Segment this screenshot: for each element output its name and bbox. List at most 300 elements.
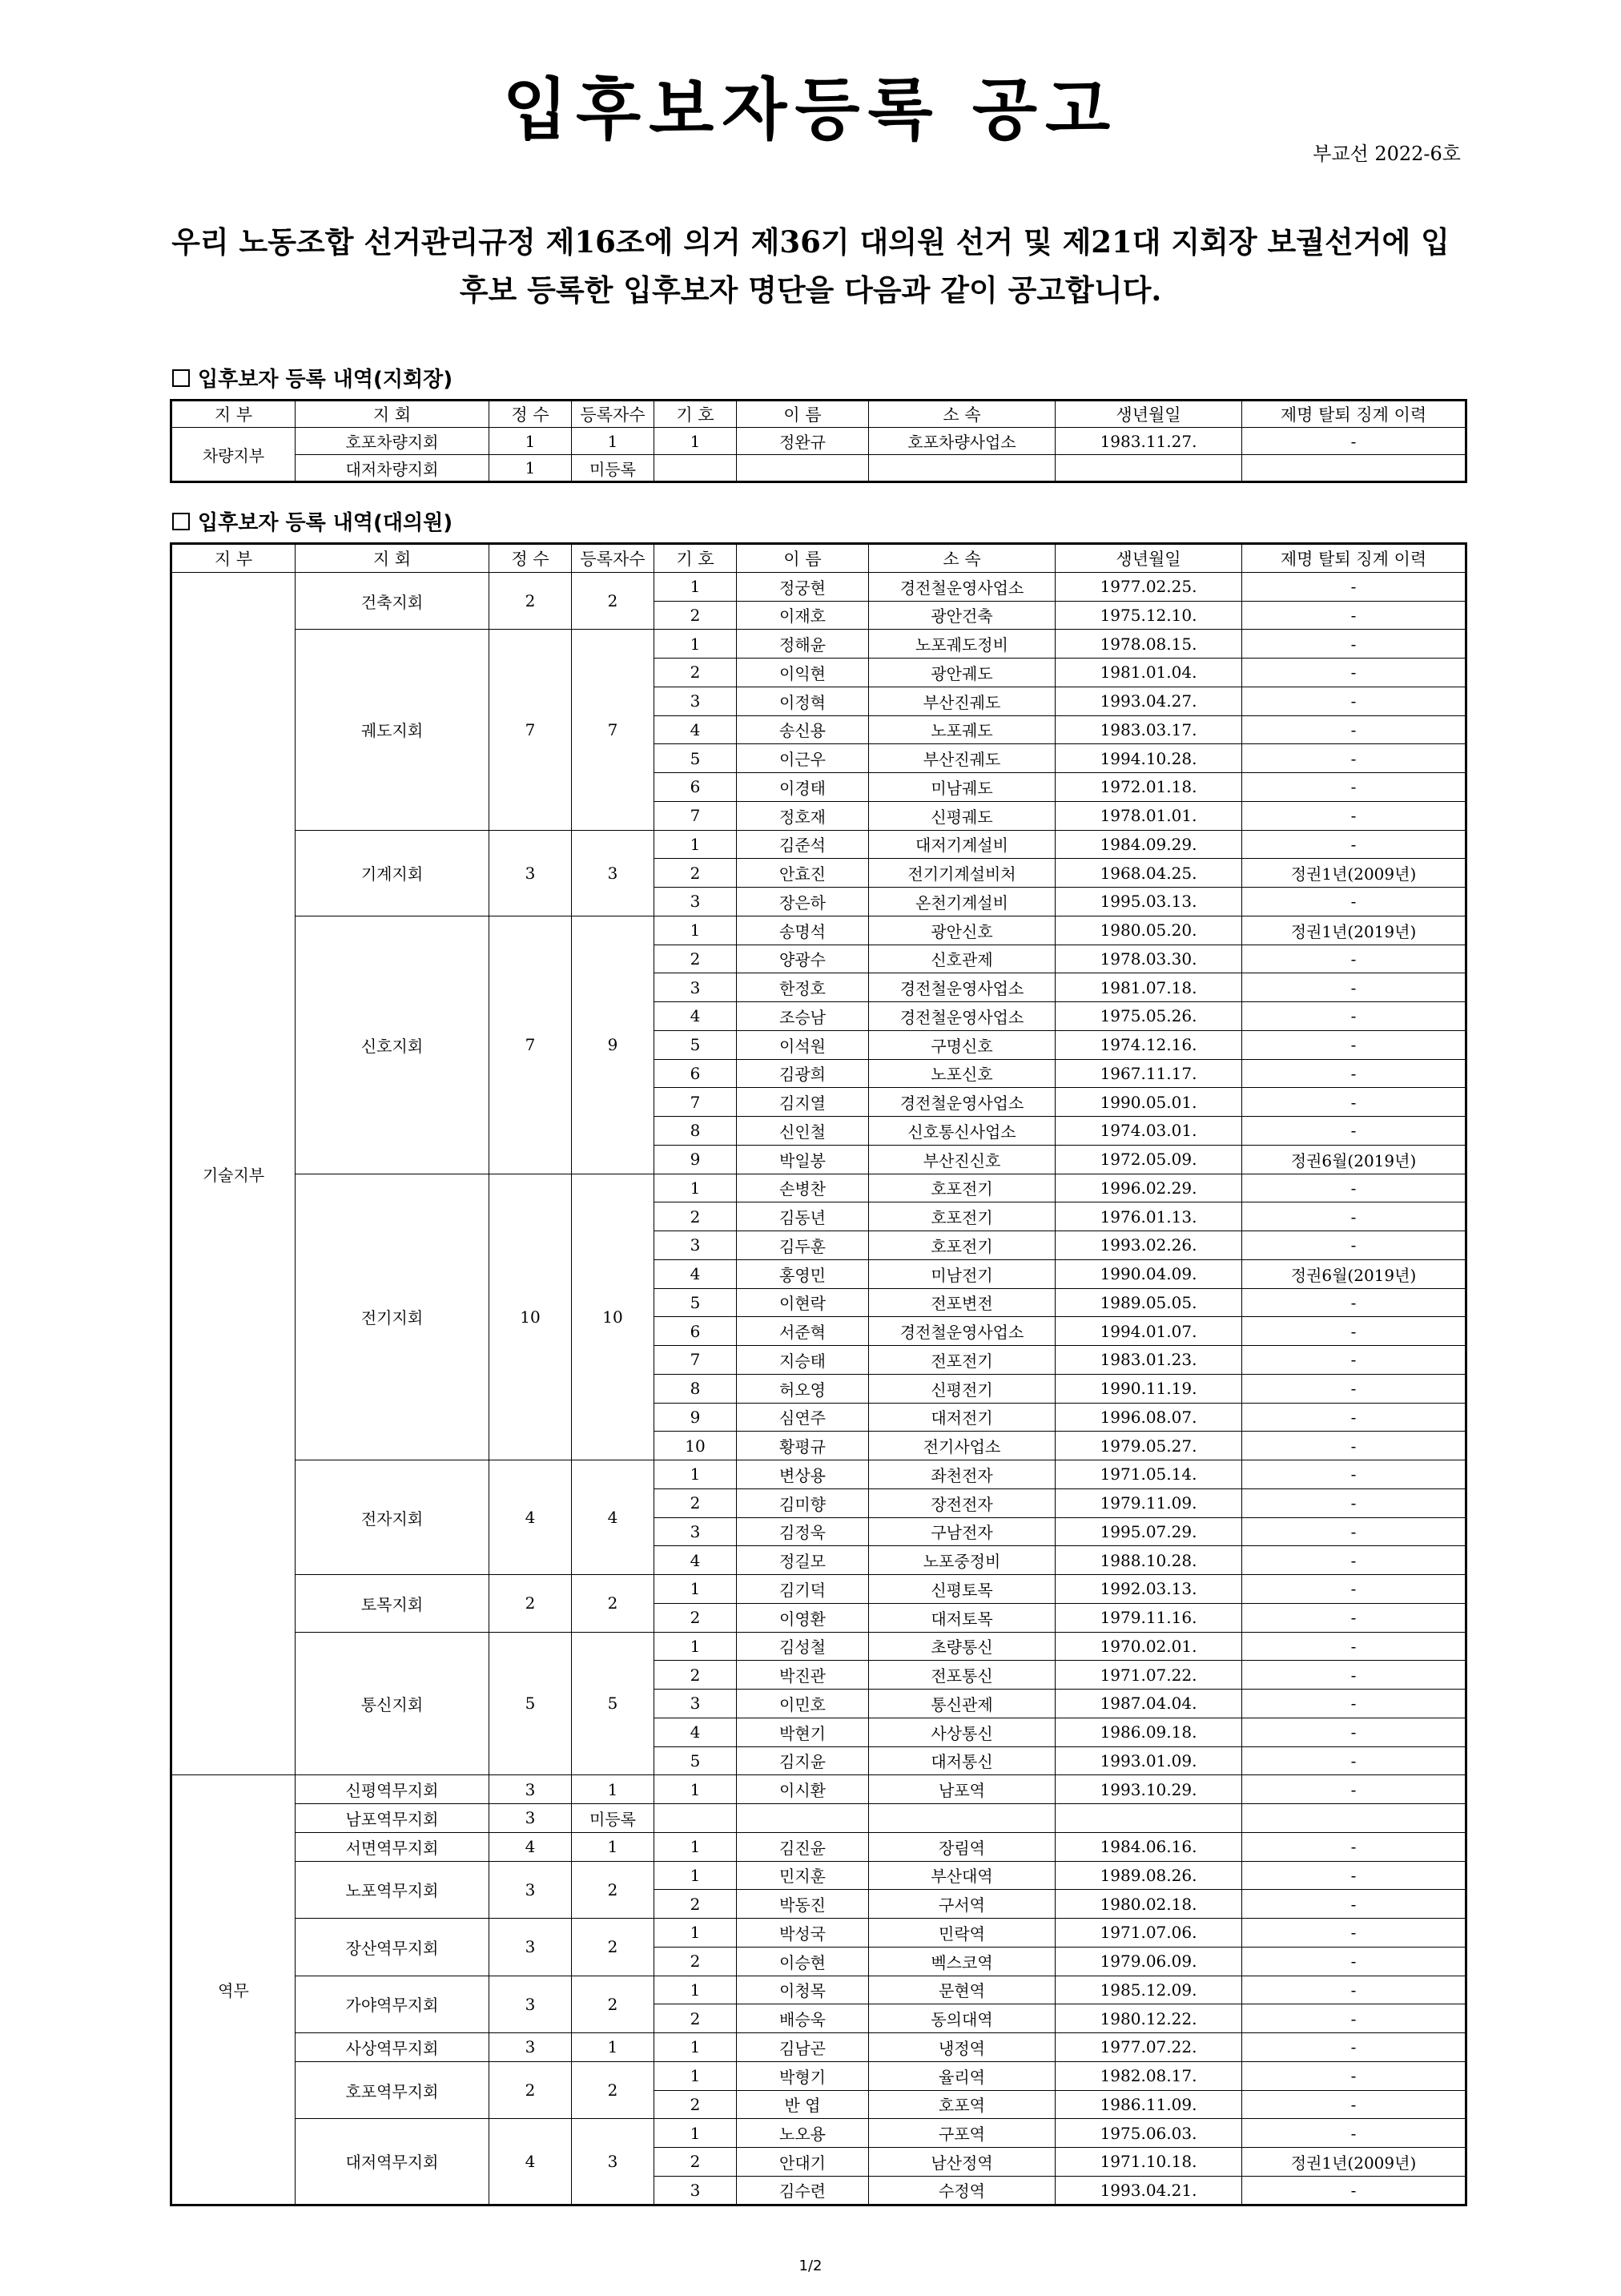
table-row [171, 630, 1466, 659]
column-header: 소 속 [869, 544, 1056, 573]
branch-cell: 서면역무지회 [296, 1832, 489, 1861]
ballot-number-cell: 1 [654, 2033, 737, 2062]
branch-cell: 통신지회 [296, 1632, 489, 1775]
jibu-cell: 기술지부 [171, 572, 296, 1775]
candidate-name-cell: 김동년 [737, 1202, 869, 1231]
table-row [171, 1575, 1466, 1604]
table-row [171, 572, 1466, 601]
ballot-number-cell: 9 [654, 1403, 737, 1432]
birthdate-cell: 1985.12.09. [1056, 1976, 1242, 2004]
ballot-number-cell: 1 [654, 1460, 737, 1489]
affiliation-cell: 좌천전자 [869, 1460, 1056, 1489]
candidate-name-cell: 안효진 [737, 859, 869, 888]
candidate-name-cell [737, 455, 869, 482]
chief-candidates-table [170, 399, 1467, 483]
ballot-number-cell: 2 [654, 859, 737, 888]
affiliation-cell: 대저기계설비 [869, 830, 1056, 859]
candidate-name-cell: 이승현 [737, 1947, 869, 1976]
discipline-history-cell: - [1242, 687, 1466, 715]
birthdate-cell: 1983.11.27. [1056, 428, 1242, 455]
registered-count-cell: 1 [572, 1775, 654, 1804]
ballot-number-cell: 1 [654, 1775, 737, 1804]
ballot-number-cell: 5 [654, 744, 737, 773]
ballot-number-cell: 10 [654, 1432, 737, 1460]
branch-cell: 궤도지회 [296, 630, 489, 830]
column-header: 기 호 [654, 544, 737, 573]
affiliation-cell: 부산진신호 [869, 1145, 1056, 1174]
birthdate-cell: 1974.12.16. [1056, 1030, 1242, 1059]
affiliation-cell: 호포전기 [869, 1174, 1056, 1202]
ballot-number-cell: 3 [654, 687, 737, 715]
discipline-history-cell: - [1242, 1432, 1466, 1460]
birthdate-cell: 1990.11.19. [1056, 1374, 1242, 1403]
birthdate-cell: 1995.03.13. [1056, 888, 1242, 916]
registered-count-cell: 미등록 [572, 455, 654, 482]
affiliation-cell: 노포신호 [869, 1059, 1056, 1088]
birthdate-cell: 1992.03.13. [1056, 1575, 1242, 1604]
branch-cell: 가야역무지회 [296, 1976, 489, 2033]
birthdate-cell: 1971.07.22. [1056, 1661, 1242, 1690]
candidate-name-cell: 홍영민 [737, 1259, 869, 1288]
birthdate-cell: 1971.05.14. [1056, 1460, 1242, 1489]
affiliation-cell: 신평전기 [869, 1374, 1056, 1403]
discipline-history-cell: - [1242, 1088, 1466, 1117]
birthdate-cell: 1990.05.01. [1056, 1088, 1242, 1117]
affiliation-cell: 경전철운영사업소 [869, 1317, 1056, 1346]
branch-cell: 대저역무지회 [296, 2119, 489, 2205]
discipline-history-cell: - [1242, 1460, 1466, 1489]
birthdate-cell: 1995.07.29. [1056, 1517, 1242, 1546]
table-row [171, 1861, 1466, 1890]
candidate-name-cell: 김남곤 [737, 2033, 869, 2062]
affiliation-cell: 노포궤도 [869, 715, 1056, 744]
affiliation-cell: 대저토목 [869, 1603, 1056, 1632]
column-header: 이 름 [737, 544, 869, 573]
affiliation-cell: 전기사업소 [869, 1432, 1056, 1460]
birthdate-cell: 1978.01.01. [1056, 801, 1242, 830]
candidate-name-cell: 송신용 [737, 715, 869, 744]
discipline-history-cell: - [1242, 715, 1466, 744]
branch-cell: 사상역무지회 [296, 2033, 489, 2062]
column-header: 지 회 [296, 401, 489, 428]
table-row [171, 1632, 1466, 1661]
candidate-name-cell: 심연주 [737, 1403, 869, 1432]
quota-cell: 3 [489, 1861, 572, 1919]
table-row [171, 830, 1466, 859]
candidate-name-cell: 허오영 [737, 1374, 869, 1403]
branch-cell: 신호지회 [296, 916, 489, 1174]
discipline-history-cell: - [1242, 601, 1466, 630]
affiliation-cell: 노포중정비 [869, 1546, 1056, 1575]
birthdate-cell: 1996.08.07. [1056, 1403, 1242, 1432]
affiliation-cell: 구포역 [869, 2119, 1056, 2148]
ballot-number-cell: 2 [654, 1661, 737, 1690]
affiliation-cell: 광안신호 [869, 916, 1056, 945]
ballot-number-cell: 5 [654, 1746, 737, 1775]
quota-cell: 4 [489, 2119, 572, 2205]
ballot-number-cell: 6 [654, 1059, 737, 1088]
branch-cell: 기계지회 [296, 830, 489, 916]
ballot-number-cell: 1 [654, 830, 737, 859]
affiliation-cell: 민락역 [869, 1919, 1056, 1948]
branch-cell: 호포역무지회 [296, 2061, 489, 2119]
birthdate-cell: 1967.11.17. [1056, 1059, 1242, 1088]
column-header: 생년월일 [1056, 544, 1242, 573]
registered-count-cell: 2 [572, 2061, 654, 2119]
candidate-name-cell: 박일봉 [737, 1145, 869, 1174]
candidate-name-cell: 김정욱 [737, 1517, 869, 1546]
candidate-name-cell: 이재호 [737, 601, 869, 630]
candidate-name-cell: 박형기 [737, 2061, 869, 2090]
page-title: 입후보자등록 공고 [502, 70, 1119, 149]
affiliation-cell: 경전철운영사업소 [869, 1088, 1056, 1117]
discipline-history-cell: - [1242, 1976, 1466, 2004]
registered-count-cell: 3 [572, 2119, 654, 2205]
discipline-history-cell: - [1242, 1632, 1466, 1661]
candidate-name-cell: 김미향 [737, 1488, 869, 1517]
discipline-history-cell: - [1242, 2033, 1466, 2062]
affiliation-cell: 남포역 [869, 1775, 1056, 1804]
branch-cell: 호포차량지회 [296, 428, 489, 455]
table-row [171, 2033, 1466, 2062]
discipline-history-cell: - [1242, 659, 1466, 687]
birthdate-cell: 1971.07.06. [1056, 1919, 1242, 1948]
affiliation-cell: 구명신호 [869, 1030, 1056, 1059]
discipline-history-cell: 정권1년(2009년) [1242, 2148, 1466, 2177]
quota-cell: 3 [489, 1804, 572, 1833]
ballot-number-cell: 2 [654, 1947, 737, 1976]
discipline-history-cell: - [1242, 2004, 1466, 2033]
discipline-history-cell [1242, 455, 1466, 482]
table-row [171, 428, 1466, 455]
discipline-history-cell: - [1242, 1517, 1466, 1546]
birthdate-cell: 1993.01.09. [1056, 1746, 1242, 1775]
candidate-name-cell: 정길모 [737, 1546, 869, 1575]
birthdate-cell: 1975.12.10. [1056, 601, 1242, 630]
birthdate-cell: 1979.11.16. [1056, 1603, 1242, 1632]
candidate-name-cell: 이익현 [737, 659, 869, 687]
ballot-number-cell: 2 [654, 659, 737, 687]
birthdate-cell: 1989.05.05. [1056, 1288, 1242, 1317]
ballot-number-cell: 4 [654, 1718, 737, 1746]
ballot-number-cell: 7 [654, 801, 737, 830]
quota-cell: 2 [489, 2061, 572, 2119]
candidate-name-cell: 조승남 [737, 1002, 869, 1031]
table-row [171, 916, 1466, 945]
discipline-history-cell: - [1242, 1947, 1466, 1976]
birthdate-cell: 1986.09.18. [1056, 1718, 1242, 1746]
discipline-history-cell: - [1242, 945, 1466, 973]
ballot-number-cell [654, 455, 737, 482]
candidate-name-cell: 김두훈 [737, 1231, 869, 1260]
column-header: 등록자수 [572, 401, 654, 428]
ballot-number-cell: 1 [654, 1832, 737, 1861]
candidate-name-cell: 양광수 [737, 945, 869, 973]
affiliation-cell: 호포전기 [869, 1231, 1056, 1260]
candidate-name-cell: 김수련 [737, 2176, 869, 2205]
birthdate-cell: 1989.08.26. [1056, 1861, 1242, 1890]
checkbox-square-icon [172, 369, 190, 387]
discipline-history-cell: - [1242, 1002, 1466, 1031]
candidate-name-cell: 박현기 [737, 1718, 869, 1746]
ballot-number-cell: 1 [654, 572, 737, 601]
discipline-history-cell: - [1242, 1117, 1466, 1146]
ballot-number-cell: 4 [654, 1259, 737, 1288]
registered-count-cell: 7 [572, 630, 654, 830]
birthdate-cell: 1978.03.30. [1056, 945, 1242, 973]
affiliation-cell: 남산정역 [869, 2148, 1056, 2177]
birthdate-cell: 1977.02.25. [1056, 572, 1242, 601]
registered-count-cell: 1 [572, 1832, 654, 1861]
affiliation-cell: 통신관제 [869, 1690, 1056, 1718]
registered-count-cell: 1 [572, 2033, 654, 2062]
branch-cell: 전자지회 [296, 1460, 489, 1575]
quota-cell: 5 [489, 1632, 572, 1775]
ballot-number-cell: 2 [654, 2004, 737, 2033]
discipline-history-cell: - [1242, 744, 1466, 773]
page-number: 1/2 [798, 2258, 823, 2274]
affiliation-cell: 구남전자 [869, 1517, 1056, 1546]
affiliation-cell: 사상통신 [869, 1718, 1056, 1746]
candidate-name-cell: 배승욱 [737, 2004, 869, 2033]
ballot-number-cell: 6 [654, 773, 737, 802]
candidate-name-cell: 민지훈 [737, 1861, 869, 1890]
table-row [171, 1976, 1466, 2004]
affiliation-cell: 신호관제 [869, 945, 1056, 973]
birthdate-cell: 1974.03.01. [1056, 1117, 1242, 1146]
candidate-name-cell: 한정호 [737, 973, 869, 1002]
ballot-number-cell: 3 [654, 888, 737, 916]
ballot-number-cell: 1 [654, 1632, 737, 1661]
discipline-history-cell: - [1242, 888, 1466, 916]
ballot-number-cell: 8 [654, 1117, 737, 1146]
affiliation-cell: 전포변전 [869, 1288, 1056, 1317]
affiliation-cell: 노포궤도정비 [869, 630, 1056, 659]
candidate-name-cell: 변상용 [737, 1460, 869, 1489]
candidate-name-cell: 노오용 [737, 2119, 869, 2148]
ballot-number-cell: 2 [654, 1890, 737, 1919]
birthdate-cell: 1979.11.09. [1056, 1488, 1242, 1517]
affiliation-cell: 전포전기 [869, 1346, 1056, 1375]
discipline-history-cell: - [1242, 973, 1466, 1002]
affiliation-cell: 냉정역 [869, 2033, 1056, 2062]
registered-count-cell: 2 [572, 1861, 654, 1919]
birthdate-cell: 1994.01.07. [1056, 1317, 1242, 1346]
discipline-history-cell: - [1242, 773, 1466, 802]
discipline-history-cell: - [1242, 1775, 1466, 1804]
registered-count-cell: 9 [572, 916, 654, 1174]
table-row [171, 1460, 1466, 1489]
discipline-history-cell: - [1242, 1059, 1466, 1088]
branch-cell: 장산역무지회 [296, 1919, 489, 1976]
table-row [171, 1775, 1466, 1804]
affiliation-cell: 신평토목 [869, 1575, 1056, 1604]
birthdate-cell: 1976.01.13. [1056, 1202, 1242, 1231]
discipline-history-cell: - [1242, 1403, 1466, 1432]
birthdate-cell: 1975.06.03. [1056, 2119, 1242, 2148]
affiliation-cell: 온천기계설비 [869, 888, 1056, 916]
registered-count-cell: 2 [572, 572, 654, 630]
candidate-name-cell: 박진관 [737, 1661, 869, 1690]
column-header: 정 수 [489, 544, 572, 573]
candidate-name-cell: 황평규 [737, 1432, 869, 1460]
ballot-number-cell: 3 [654, 2176, 737, 2205]
ballot-number-cell: 3 [654, 973, 737, 1002]
registered-count-cell: 10 [572, 1174, 654, 1460]
candidate-name-cell: 이경태 [737, 773, 869, 802]
ballot-number-cell: 1 [654, 1861, 737, 1890]
candidate-name-cell [737, 1804, 869, 1833]
ballot-number-cell: 5 [654, 1288, 737, 1317]
discipline-history-cell: - [1242, 1317, 1466, 1346]
ballot-number-cell: 1 [654, 916, 737, 945]
discipline-history-cell: - [1242, 1746, 1466, 1775]
birthdate-cell: 1980.12.22. [1056, 2004, 1242, 2033]
candidate-name-cell: 박동진 [737, 1890, 869, 1919]
birthdate-cell: 1975.05.26. [1056, 1002, 1242, 1031]
affiliation-cell: 율리역 [869, 2061, 1056, 2090]
candidate-name-cell: 김광희 [737, 1059, 869, 1088]
ballot-number-cell: 1 [654, 1919, 737, 1948]
discipline-history-cell: - [1242, 630, 1466, 659]
birthdate-cell: 1971.10.18. [1056, 2148, 1242, 2177]
ballot-number-cell: 8 [654, 1374, 737, 1403]
quota-cell: 3 [489, 1775, 572, 1804]
affiliation-cell: 구서역 [869, 1890, 1056, 1919]
discipline-history-cell: - [1242, 1718, 1466, 1746]
discipline-history-cell: 정권6월(2019년) [1242, 1145, 1466, 1174]
branch-cell: 전기지회 [296, 1174, 489, 1460]
affiliation-cell: 장림역 [869, 1832, 1056, 1861]
table-row [171, 1174, 1466, 1202]
birthdate-cell: 1982.08.17. [1056, 2061, 1242, 2090]
birthdate-cell: 1972.05.09. [1056, 1145, 1242, 1174]
column-header: 지 부 [171, 401, 296, 428]
birthdate-cell: 1979.06.09. [1056, 1947, 1242, 1976]
delegate-candidates-table [170, 542, 1467, 2206]
table-row [171, 1919, 1466, 1948]
quota-cell: 10 [489, 1174, 572, 1460]
quota-cell: 3 [489, 1976, 572, 2033]
column-header: 제명 탈퇴 징계 이력 [1242, 544, 1466, 573]
candidate-name-cell: 이정혁 [737, 687, 869, 715]
candidate-name-cell: 손병찬 [737, 1174, 869, 1202]
registered-count-cell: 4 [572, 1460, 654, 1575]
quota-cell: 2 [489, 572, 572, 630]
discipline-history-cell: - [1242, 1919, 1466, 1948]
column-header: 생년월일 [1056, 401, 1242, 428]
discipline-history-cell: - [1242, 1861, 1466, 1890]
column-header: 등록자수 [572, 544, 654, 573]
discipline-history-cell: 정권6월(2019년) [1242, 1259, 1466, 1288]
candidate-name-cell: 정호재 [737, 801, 869, 830]
candidate-name-cell: 이청목 [737, 1976, 869, 2004]
ballot-number-cell: 2 [654, 2148, 737, 2177]
ballot-number-cell: 2 [654, 1202, 737, 1231]
birthdate-cell: 1987.04.04. [1056, 1690, 1242, 1718]
discipline-history-cell: - [1242, 801, 1466, 830]
quota-cell: 4 [489, 1832, 572, 1861]
quota-cell: 7 [489, 630, 572, 830]
section-title-delegate-label: 입후보자 등록 내역(대의원) [198, 511, 453, 535]
candidate-name-cell: 이근우 [737, 744, 869, 773]
ballot-number-cell: 1 [654, 1976, 737, 2004]
birthdate-cell: 1970.02.01. [1056, 1632, 1242, 1661]
discipline-history-cell: 정권1년(2009년) [1242, 859, 1466, 888]
registered-count-cell: 2 [572, 1919, 654, 1976]
ballot-number-cell: 9 [654, 1145, 737, 1174]
column-header: 지 회 [296, 544, 489, 573]
registered-count-cell: 2 [572, 1976, 654, 2033]
candidate-name-cell: 김준석 [737, 830, 869, 859]
candidate-name-cell: 서준혁 [737, 1317, 869, 1346]
announcement-intro: 우리 노동조합 선거관리규정 제16조에 의거 제36기 대의원 선거 및 제21대 지회장 보궐선거에 입후보 등록한 입후보자 명단을 다음과 같이 공고합니다. [171, 224, 1450, 308]
discipline-history-cell [1242, 1804, 1466, 1833]
section-title-chief-label: 입후보자 등록 내역(지회장) [198, 368, 453, 392]
branch-cell: 남포역무지회 [296, 1804, 489, 1833]
candidate-name-cell: 지승태 [737, 1346, 869, 1375]
table-header-row [171, 544, 1466, 573]
ballot-number-cell: 6 [654, 1317, 737, 1346]
affiliation-cell: 경전철운영사업소 [869, 572, 1056, 601]
checkbox-square-icon [172, 513, 190, 530]
birthdate-cell: 1968.04.25. [1056, 859, 1242, 888]
discipline-history-cell: - [1242, 2061, 1466, 2090]
column-header: 제명 탈퇴 징계 이력 [1242, 401, 1466, 428]
ballot-number-cell: 7 [654, 1346, 737, 1375]
affiliation-cell: 장전전자 [869, 1488, 1056, 1517]
ballot-number-cell: 2 [654, 945, 737, 973]
branch-cell: 노포역무지회 [296, 1861, 489, 1919]
ballot-number-cell: 3 [654, 1517, 737, 1546]
affiliation-cell: 대저전기 [869, 1403, 1056, 1432]
birthdate-cell: 1993.02.26. [1056, 1231, 1242, 1260]
birthdate-cell [1056, 1804, 1242, 1833]
affiliation-cell [869, 455, 1056, 482]
registered-count-cell: 1 [572, 428, 654, 455]
discipline-history-cell: - [1242, 1202, 1466, 1231]
section-title-chief [172, 363, 453, 393]
birthdate-cell: 1980.02.18. [1056, 1890, 1242, 1919]
affiliation-cell: 수정역 [869, 2176, 1056, 2205]
quota-cell: 3 [489, 830, 572, 916]
discipline-history-cell: - [1242, 2176, 1466, 2205]
discipline-history-cell: - [1242, 1288, 1466, 1317]
candidate-name-cell: 신인철 [737, 1117, 869, 1146]
affiliation-cell: 호포전기 [869, 1202, 1056, 1231]
birthdate-cell: 1993.10.29. [1056, 1775, 1242, 1804]
ballot-number-cell: 2 [654, 601, 737, 630]
birthdate-cell: 1979.05.27. [1056, 1432, 1242, 1460]
ballot-number-cell: 4 [654, 1002, 737, 1031]
discipline-history-cell: - [1242, 1890, 1466, 1919]
affiliation-cell: 광안궤도 [869, 659, 1056, 687]
registered-count-cell: 미등록 [572, 1804, 654, 1833]
affiliation-cell: 경전철운영사업소 [869, 1002, 1056, 1031]
ballot-number-cell: 1 [654, 2061, 737, 2090]
discipline-history-cell: - [1242, 1174, 1466, 1202]
jibu-cell: 역무 [171, 1775, 296, 2205]
discipline-history-cell: - [1242, 1374, 1466, 1403]
discipline-history-cell: 정권1년(2019년) [1242, 916, 1466, 945]
discipline-history-cell: - [1242, 1346, 1466, 1375]
ballot-number-cell: 4 [654, 715, 737, 744]
quota-cell: 3 [489, 2033, 572, 2062]
birthdate-cell: 1988.10.28. [1056, 1546, 1242, 1575]
discipline-history-cell: - [1242, 1488, 1466, 1517]
birthdate-cell: 1993.04.21. [1056, 2176, 1242, 2205]
candidate-name-cell: 이시환 [737, 1775, 869, 1804]
